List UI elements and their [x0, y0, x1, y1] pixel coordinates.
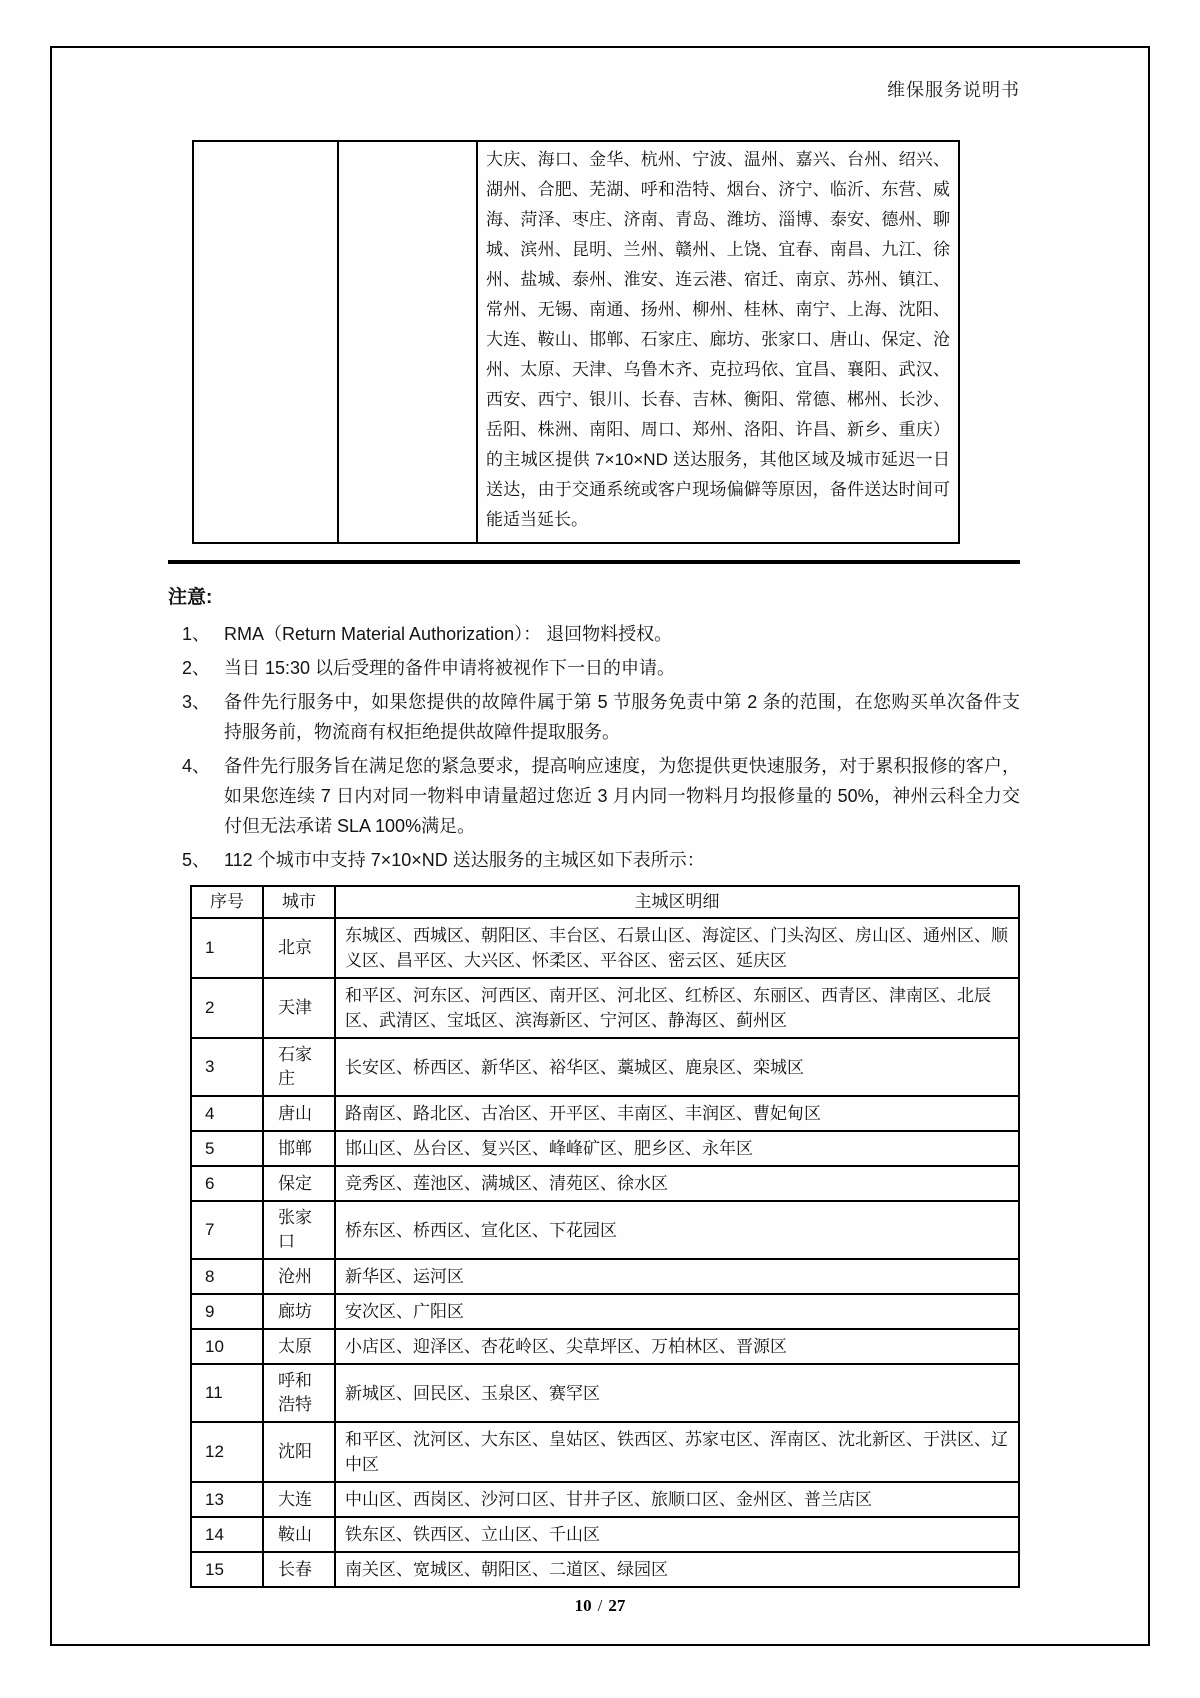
notes-title: 注意: — [168, 587, 213, 608]
row-city-cell: 唐山 — [263, 1096, 335, 1131]
row-districts-cell: 竞秀区、莲池区、满城区、清苑区、徐水区 — [335, 1166, 1019, 1201]
table-row — [191, 1038, 1019, 1096]
note-item-number: 4、 — [182, 756, 211, 776]
table-row — [191, 1201, 1019, 1259]
city-table-header-row — [191, 886, 1019, 918]
row-districts-cell: 和平区、沈河区、大东区、皇姑区、铁西区、苏家屯区、浑南区、沈北新区、于洪区、辽中区 — [335, 1422, 1019, 1482]
row-city-cell: 呼和浩特 — [263, 1364, 335, 1422]
header-cell-index: 序号 — [191, 886, 263, 918]
table-row — [191, 1096, 1019, 1131]
row-index-cell: 14 — [191, 1517, 263, 1552]
row-city-cell: 太原 — [263, 1329, 335, 1364]
continuation-table-row — [193, 141, 959, 543]
row-districts-cell: 长安区、桥西区、新华区、裕华区、藁城区、鹿泉区、栾城区 — [335, 1038, 1019, 1096]
note-item-number: 2、 — [182, 658, 211, 678]
note-item-text: 112 个城市中支持 7×10×ND 送达服务的主城区如下表所示： — [224, 850, 705, 870]
section-divider — [168, 560, 1020, 564]
page-number-separator: / — [597, 1596, 603, 1615]
delivery-cities-cell: 大庆、海口、金华、杭州、宁波、温州、嘉兴、台州、绍兴、湖州、合肥、芜湖、呼和浩特、烟台、济宁、临沂、东营、威海、菏泽、枣庄、济南、青岛、潍坊、淄博、泰安、德州、聊城、滨州、昆明、兰州、赣州、上饶、宜春、南昌、九江、徐州、盐城、泰州、淮安、连云港、宿迁、南京、苏州、镇江、常州、无锡、南通、扬州、柳州、桂林、南宁、上海、沈阳、大连、鞍山、邯郸、石家庄、廊坊、张家口、唐山、保定、沧州、太原、天津、乌鲁木齐、克拉玛依、宜昌、襄阳、武汉、西安、西宁、银川、长春、吉林、衡阳、常德、郴州、长沙、岳阳、株洲、南阳、周口、郑州、洛阳、许昌、新乡、重庆）的主城区提供 7×10×ND 送达服务，其他区域及城市延迟一日送达，由于交通系统或客户现场偏僻等原因，备件送达时间可能适当延长。 — [477, 141, 959, 543]
table-row — [191, 978, 1019, 1038]
note-item — [168, 687, 1020, 747]
city-table-head — [191, 886, 1019, 918]
table-row — [191, 1482, 1019, 1517]
row-city-cell: 保定 — [263, 1166, 335, 1201]
row-districts-cell: 新城区、回民区、玉泉区、赛罕区 — [335, 1364, 1019, 1422]
row-city-cell: 沧州 — [263, 1259, 335, 1294]
table-row — [191, 1422, 1019, 1482]
table-row — [191, 1552, 1019, 1587]
row-districts-cell: 桥东区、桥西区、宣化区、下花园区 — [335, 1201, 1019, 1259]
header-cell-city: 城市 — [263, 886, 335, 918]
row-index-cell: 5 — [191, 1131, 263, 1166]
row-districts-cell: 小店区、迎泽区、杏花岭区、尖草坪区、万柏林区、晋源区 — [335, 1329, 1019, 1364]
row-index-cell: 3 — [191, 1038, 263, 1096]
row-city-cell: 廊坊 — [263, 1294, 335, 1329]
table-row — [191, 1166, 1019, 1201]
notes-section — [168, 582, 1020, 875]
note-item — [168, 619, 1020, 649]
row-index-cell: 7 — [191, 1201, 263, 1259]
note-item-text: RMA（Return Material Authorization）： 退回物料授权。 — [224, 624, 673, 644]
row-index-cell: 13 — [191, 1482, 263, 1517]
note-item — [168, 751, 1020, 841]
row-index-cell: 9 — [191, 1294, 263, 1329]
note-item-text: 当日 15:30 以后受理的备件申请将被视作下一日的申请。 — [224, 658, 676, 678]
row-index-cell: 12 — [191, 1422, 263, 1482]
row-city-cell: 大连 — [263, 1482, 335, 1517]
row-districts-cell: 南关区、宽城区、朝阳区、二道区、绿园区 — [335, 1552, 1019, 1587]
note-item-number: 1、 — [182, 624, 211, 644]
table-row — [191, 1294, 1019, 1329]
note-item-text: 备件先行服务中，如果您提供的故障件属于第 5 节服务免责中第 2 条的范围，在您购买单次备件支持服务前，物流商有权拒绝提供故障件提取服务。 — [224, 692, 1020, 742]
table-row — [191, 918, 1019, 978]
row-districts-cell: 铁东区、铁西区、立山区、千山区 — [335, 1517, 1019, 1552]
row-index-cell: 15 — [191, 1552, 263, 1587]
table-row — [191, 1517, 1019, 1552]
row-index-cell: 1 — [191, 918, 263, 978]
row-index-cell: 6 — [191, 1166, 263, 1201]
row-index-cell: 11 — [191, 1364, 263, 1422]
row-districts-cell: 路南区、路北区、古冶区、开平区、丰南区、丰润区、曹妃甸区 — [335, 1096, 1019, 1131]
row-districts-cell: 邯山区、丛台区、复兴区、峰峰矿区、肥乡区、永年区 — [335, 1131, 1019, 1166]
note-item — [168, 653, 1020, 683]
row-city-cell: 长春 — [263, 1552, 335, 1587]
page-number-current: 10 — [574, 1596, 592, 1615]
continuation-empty-cell-2 — [338, 141, 477, 543]
row-city-cell: 张家口 — [263, 1201, 335, 1259]
row-districts-cell: 安次区、广阳区 — [335, 1294, 1019, 1329]
note-item-text: 备件先行服务旨在满足您的紧急要求，提高响应速度，为您提供更快速服务，对于累积报修的客户，如果您连续 7 日内对同一物料申请量超过您近 3 月内同一物料月均报修量的 50%，神州云科全力交付但无法承诺 SLA 100%满足。 — [224, 756, 1020, 836]
row-index-cell: 4 — [191, 1096, 263, 1131]
row-districts-cell: 中山区、西岗区、沙河口区、甘井子区、旅顺口区、金州区、普兰店区 — [335, 1482, 1019, 1517]
note-item — [168, 845, 1020, 875]
page-number-total: 27 — [608, 1596, 626, 1615]
page-footer — [0, 1596, 1200, 1616]
table-row — [191, 1131, 1019, 1166]
page-content — [168, 76, 1020, 1588]
row-districts-cell: 和平区、河东区、河西区、南开区、河北区、红桥区、东丽区、西青区、津南区、北辰区、武清区、宝坻区、滨海新区、宁河区、静海区、蓟州区 — [335, 978, 1019, 1038]
city-districts-table — [190, 885, 1020, 1588]
row-index-cell: 10 — [191, 1329, 263, 1364]
table-row — [191, 1364, 1019, 1422]
continuation-empty-cell-1 — [193, 141, 338, 543]
row-city-cell: 天津 — [263, 978, 335, 1038]
note-item-number: 3、 — [182, 692, 211, 712]
row-districts-cell: 新华区、运河区 — [335, 1259, 1019, 1294]
continuation-table — [192, 140, 960, 544]
row-city-cell: 鞍山 — [263, 1517, 335, 1552]
notes-list — [168, 619, 1020, 875]
row-city-cell: 邯郸 — [263, 1131, 335, 1166]
note-item-number: 5、 — [182, 850, 211, 870]
row-city-cell: 石家庄 — [263, 1038, 335, 1096]
row-districts-cell: 东城区、西城区、朝阳区、丰台区、石景山区、海淀区、门头沟区、房山区、通州区、顺义区、昌平区、大兴区、怀柔区、平谷区、密云区、延庆区 — [335, 918, 1019, 978]
document-header-title: 维保服务说明书 — [887, 80, 1020, 100]
table-row — [191, 1329, 1019, 1364]
table-row — [191, 1259, 1019, 1294]
row-city-cell: 沈阳 — [263, 1422, 335, 1482]
row-index-cell: 8 — [191, 1259, 263, 1294]
header-cell-districts: 主城区明细 — [335, 886, 1019, 918]
city-table-body — [191, 918, 1019, 1587]
row-index-cell: 2 — [191, 978, 263, 1038]
row-city-cell: 北京 — [263, 918, 335, 978]
